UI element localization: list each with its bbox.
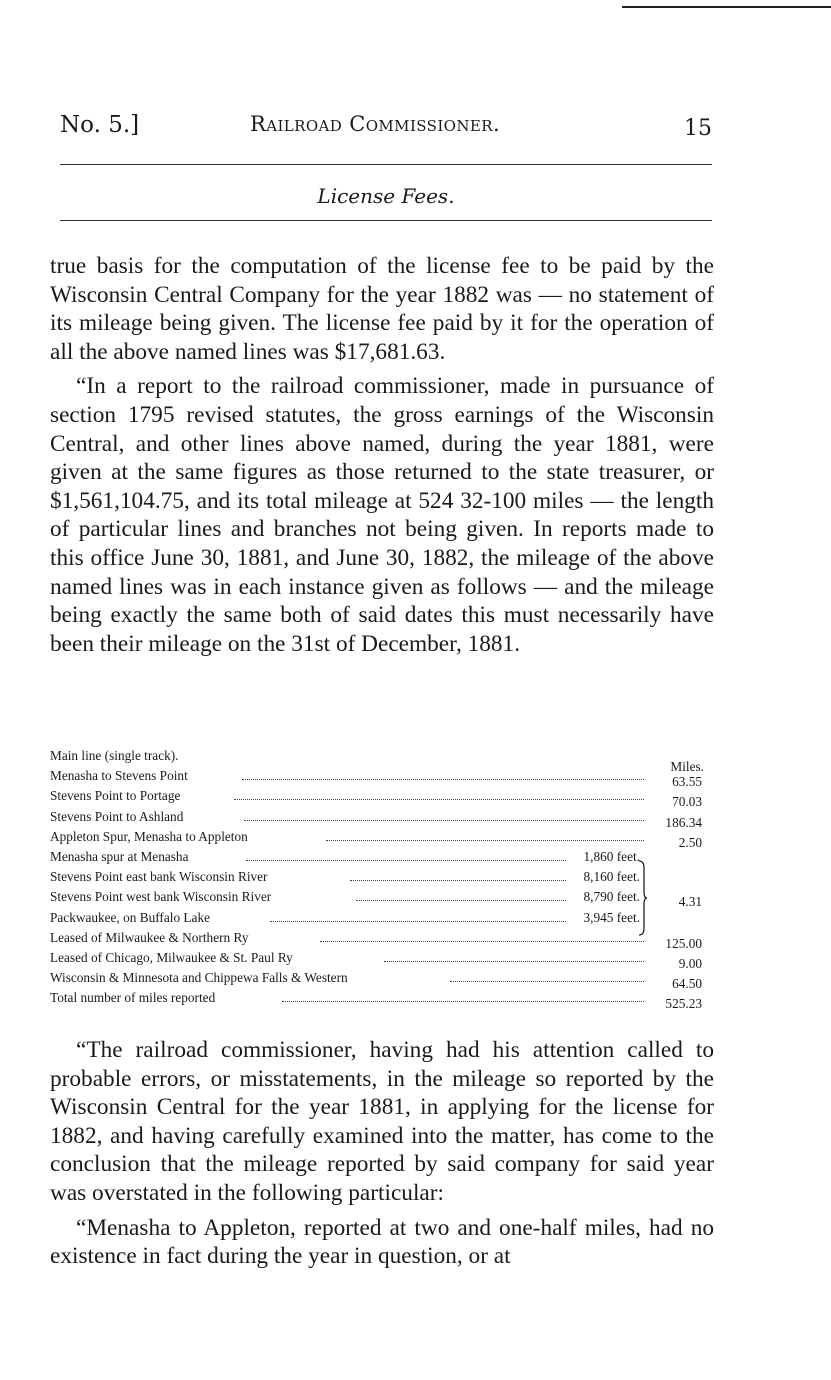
row-miles: 9.00: [678, 955, 702, 971]
leader-dots: [242, 779, 644, 780]
mileage-heading-row: [50, 746, 712, 774]
row-label: Menasha to Stevens Point: [50, 768, 188, 784]
row-miles: 125.00: [665, 935, 702, 951]
leader-dots: [326, 840, 644, 841]
body-text-top: [50, 252, 714, 658]
mileage-row: [50, 786, 712, 810]
mileage-row: [50, 766, 712, 790]
spur-row: [50, 887, 712, 907]
row-label: Stevens Point to Ashland: [50, 808, 184, 824]
paragraph-report: “In a report to the railroad commissioner, made in pursuance of section 1795 revised statutes, the gross earnings of the Wisconsin Central, and other lines above named, during the year 1881, were given at the same figures as those returned to the state treasurer, or $1,561,104.75, and its total mileage at 524 32-100 miles — the length of particular lines and branches not being given. In reports made to this office June 30, 1881, and June 30, 1882, the mileage of the above named lines was in each instance given as follows — and the mileage being exactly the same both of said dates this must necessarily have been their mileage on the 31st of December, 1881.: [50, 373, 714, 657]
row-miles: 2.50: [678, 834, 702, 850]
leader-dots: [282, 1001, 644, 1002]
mileage-table: [50, 746, 712, 1012]
row-label: Wisconsin & Minnesota and Chippewa Falls & Western: [50, 970, 348, 986]
header-rule: [60, 164, 712, 165]
row-miles: 63.55: [672, 774, 702, 790]
row-feet: 8,790 feet.: [583, 889, 640, 905]
row-miles: 525.23: [665, 996, 702, 1012]
mileage-row: [50, 928, 712, 951]
row-label: Leased of Milwaukee & Northern Ry: [50, 929, 249, 945]
section-subtitle: License Fees.: [317, 184, 455, 208]
row-label: Menasha spur at Menasha: [50, 848, 189, 864]
spur-row: [50, 847, 712, 867]
leader-dots: [244, 820, 644, 821]
mileage-row: [50, 968, 712, 992]
page-number: 15: [684, 116, 712, 141]
curly-brace: [638, 860, 648, 936]
leader-dots: [450, 981, 644, 982]
row-feet: 3,945 feet.: [583, 909, 640, 925]
mileage-row: [50, 807, 712, 830]
mileage-heading: Main line (single track).: [50, 748, 179, 763]
leader-dots: [234, 799, 644, 800]
row-feet: 1,860 feet.: [583, 848, 640, 864]
row-label: Leased of Chicago, Milwaukee & St. Paul Ry: [50, 949, 293, 965]
mileage-row: [50, 827, 712, 850]
mileage-row: [50, 988, 712, 1012]
leader-dots: [320, 941, 644, 942]
leader-dots: [356, 900, 566, 901]
row-label: Stevens Point west bank Wisconsin River: [50, 889, 272, 905]
row-label: Appleton Spur, Menasha to Appleton: [50, 828, 248, 844]
row-label: Stevens Point east bank Wisconsin River: [50, 869, 268, 885]
page-header: [60, 112, 712, 146]
row-miles: 64.50: [672, 976, 702, 992]
top-edge-rule: [622, 6, 831, 8]
row-miles: 186.34: [665, 814, 702, 830]
document-number: No. 5.]: [60, 112, 140, 138]
body-text-bottom: [50, 1036, 714, 1271]
leader-dots: [246, 860, 566, 861]
row-label: Packwaukee, on Buffalo Lake: [50, 909, 210, 925]
leader-dots: [384, 961, 644, 962]
spur-row: [50, 908, 712, 928]
paragraph-commissioner: “The railroad commissioner, having had his attention called to probable errors, or misstatements, in the mileage so reported by the Wisconsin Central for the year 1881, in applying for the license for 1882, and having carefully examined into the matter, has come to the conclusion that the mileage reported by said company for said year was overstated in the following particular:: [50, 1037, 714, 1206]
spur-row: [50, 867, 712, 887]
row-label: Stevens Point to Portage: [50, 788, 181, 804]
mileage-row: [50, 948, 712, 971]
subtitle-rule: [60, 220, 712, 221]
row-miles: 70.03: [672, 794, 702, 810]
row-label: Total number of miles reported: [50, 990, 216, 1006]
running-title: Railroad Commissioner.: [250, 112, 501, 136]
row-feet: 8,160 feet.: [583, 869, 640, 885]
leader-dots: [350, 880, 566, 881]
spurs-total-miles: 4.31: [678, 894, 702, 909]
leader-dots: [270, 921, 566, 922]
miles-column-label: Miles.: [670, 759, 704, 774]
paragraph-menasha: “Menasha to Appleton, reported at two and one-half miles, had no existence in fact during the year in question, or at: [50, 1214, 714, 1270]
paragraph-continuation: true basis for the computation of the license fee to be paid by the Wisconsin Central Company for the year 1882 was — no statement of its mileage being given. The license fee paid by it for the operation of all the above named lines was $17,681.63.: [50, 253, 714, 365]
